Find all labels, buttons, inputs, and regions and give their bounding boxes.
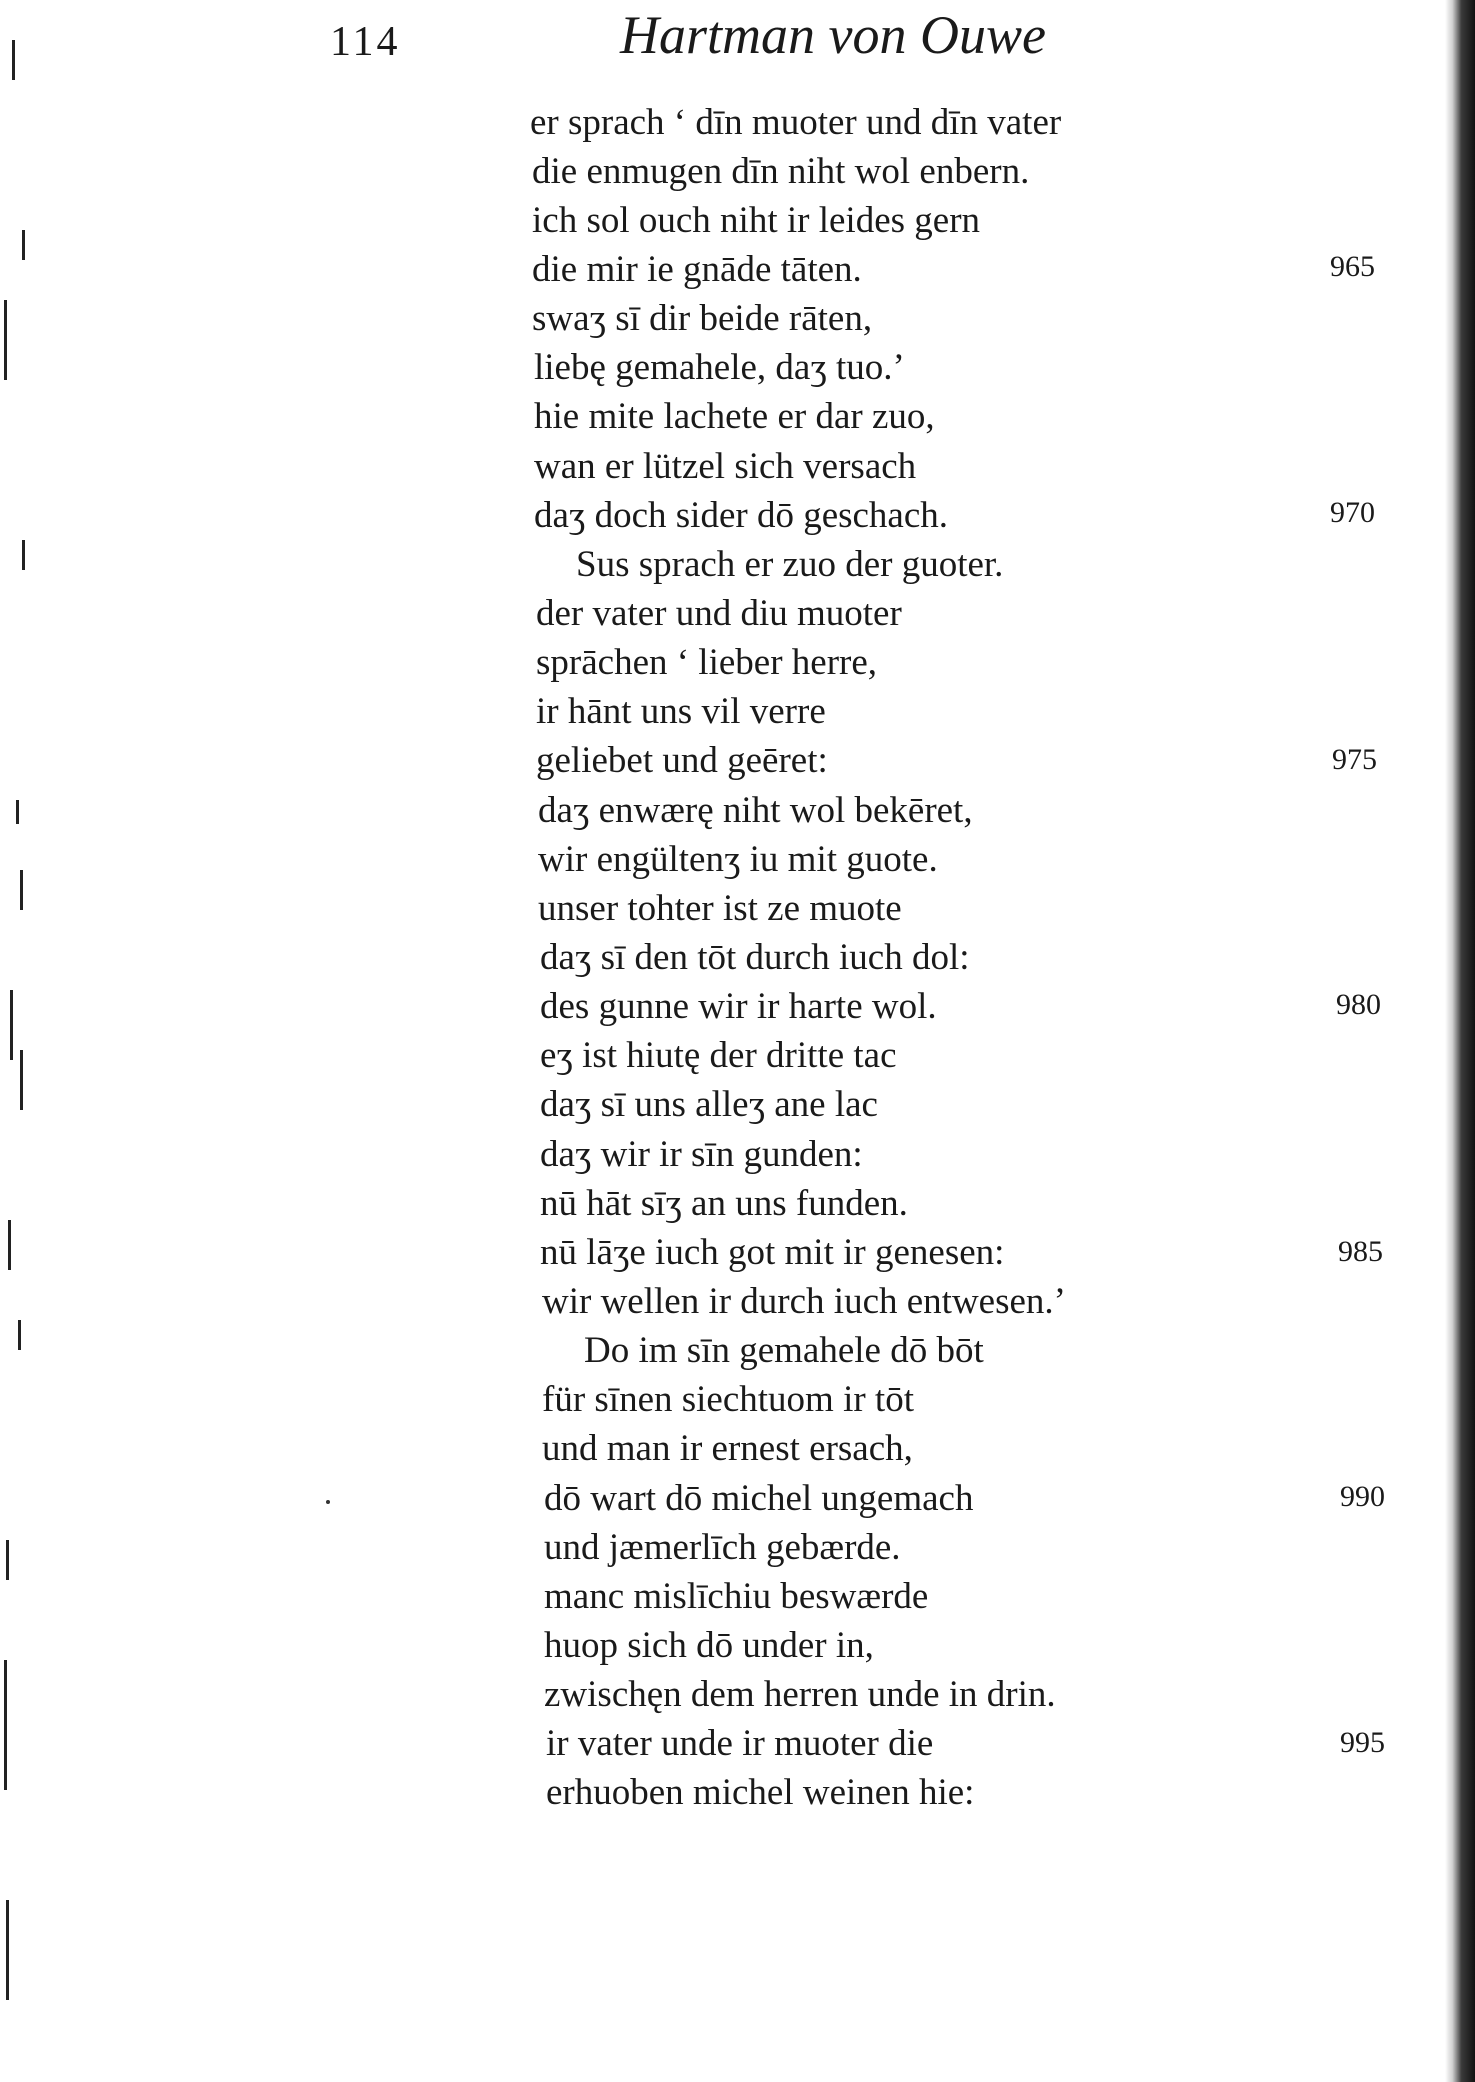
scan-left-edge (0, 0, 38, 2082)
line-number: 975 (1332, 743, 1377, 776)
verse-line: daʒ sī uns alleʒ ane lac (540, 1084, 878, 1125)
verse-line: ir hānt uns vil verre (536, 691, 826, 732)
verse-line: unser tohter ist ze muote (538, 888, 902, 929)
verse-line: daʒ wir ir sīn gunden: (540, 1134, 863, 1175)
verse-line: liebę gemahele, daʒ tuo.’ (534, 347, 905, 388)
line-number: 995 (1340, 1726, 1385, 1759)
verse-line: hie mite lachete er dar zuo, (534, 396, 935, 437)
verse-line: wan er lützel sich versach (534, 446, 917, 487)
verse-line: eʒ ist hiutę der dritte tac (540, 1035, 897, 1076)
verse-line: nū hāt sīʒ an uns funden. (540, 1183, 908, 1224)
verse-line: wir wellen ir durch iuch entwesen.’ (542, 1281, 1066, 1322)
verse-line: Sus sprach er zuo der guoter. (576, 544, 1004, 585)
verse-line: und jæmerlīch gebærde. (544, 1527, 901, 1568)
verse-line: er sprach ‘ dīn muoter und dīn vater (530, 102, 1062, 143)
verse-line: die mir ie gnāde tāten. (532, 249, 862, 290)
verse-line: und man ir ernest ersach, (542, 1428, 913, 1469)
verse-line: ir vater unde ir muoter die (546, 1723, 934, 1764)
ink-speck (326, 1500, 330, 1504)
line-number: 990 (1340, 1480, 1385, 1513)
line-number: 980 (1336, 988, 1381, 1021)
line-number: 970 (1330, 496, 1375, 529)
verse-line: Do im sīn gemahele dō bōt (584, 1330, 984, 1371)
verse-line: dō wart dō michel ungemach (544, 1478, 974, 1519)
verse-line: manc mislīchiu beswærde (544, 1576, 929, 1617)
verse-line: nū lāʒe iuch got mit ir genesen: (540, 1232, 1005, 1273)
verse-line: sprāchen ‘ lieber herre, (536, 642, 878, 683)
verse-line: swaʒ sī dir beide rāten, (532, 298, 873, 339)
verse-line: wir engültenʒ iu mit guote. (538, 839, 938, 880)
page-number: 114 (330, 19, 401, 65)
verse-line: daʒ doch sider dō geschach. (534, 495, 949, 536)
verse-line: für sīnen siechtuom ir tōt (542, 1379, 914, 1420)
verse-line: der vater und diu muoter (536, 593, 902, 634)
verse-line: daʒ sī den tōt durch iuch dol: (540, 937, 970, 978)
verse-line: des gunne wir ir harte wol. (540, 986, 937, 1027)
running-title: Hartman von Ouwe (620, 5, 1046, 65)
verse-line: erhuoben michel weinen hie: (546, 1772, 975, 1813)
line-number: 985 (1338, 1235, 1383, 1268)
verse-line: geliebet und geēret: (536, 740, 828, 781)
verse-line: huop sich dō under in, (544, 1625, 874, 1666)
verse-line: die enmugen dīn niht wol enbern. (532, 151, 1030, 192)
verse-line: daʒ enwærę niht wol bekēret, (538, 790, 973, 831)
scan-right-edge (1445, 0, 1475, 2082)
line-number: 965 (1330, 250, 1375, 283)
verse-line: zwischęn dem herren unde in drin. (544, 1674, 1056, 1715)
verse-line: ich sol ouch niht ir leides gern (532, 200, 981, 241)
